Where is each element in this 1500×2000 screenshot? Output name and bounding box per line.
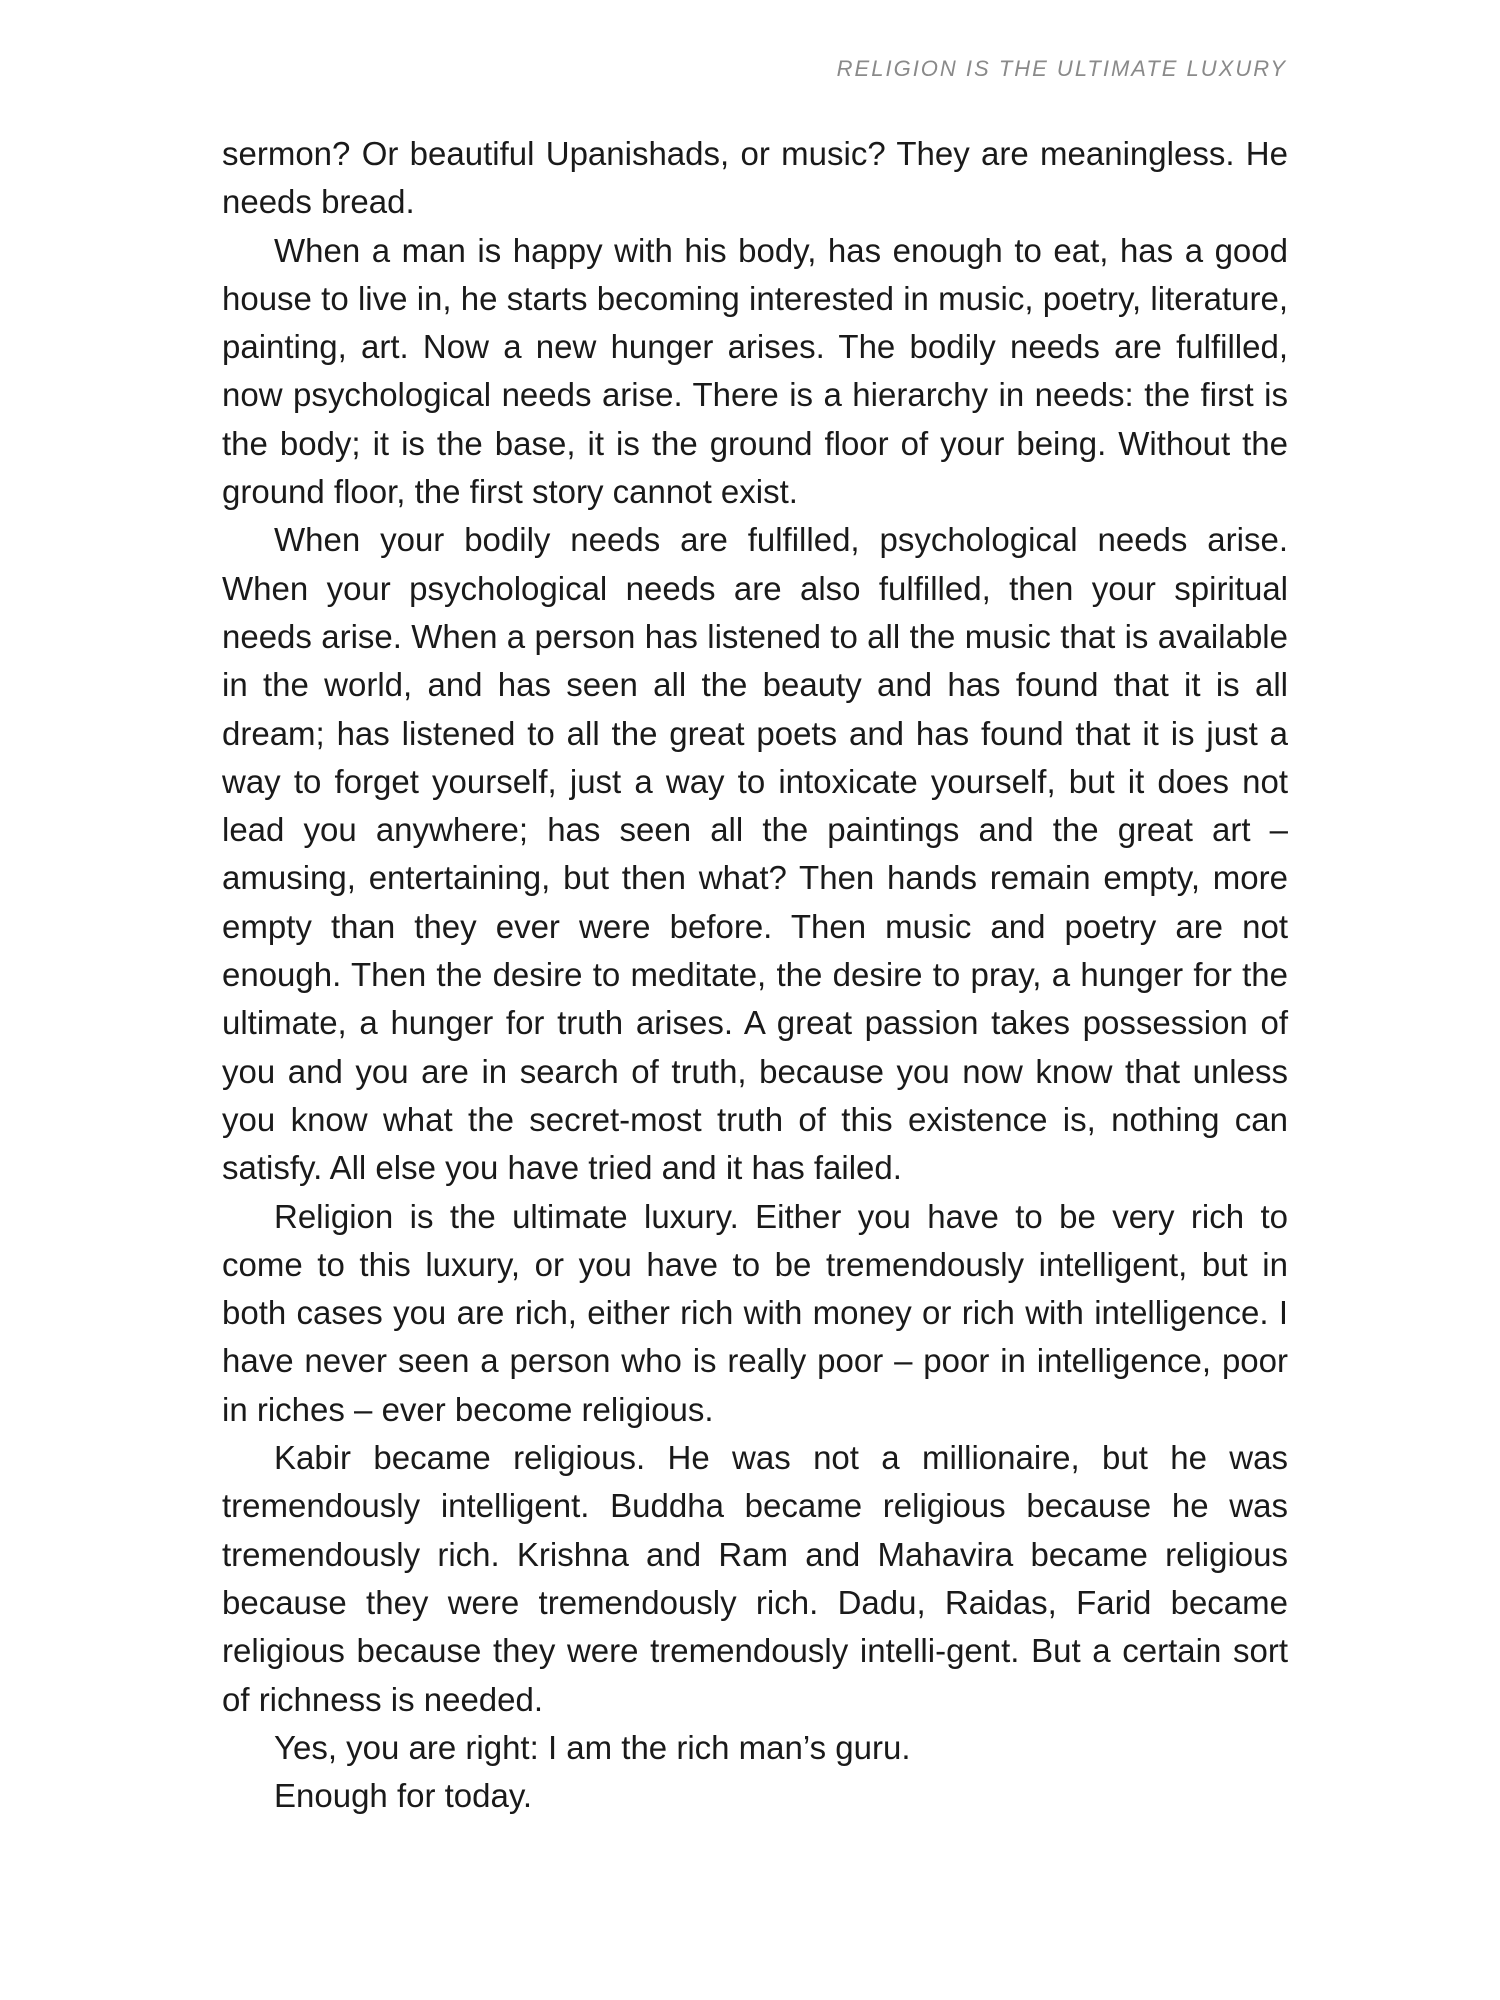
paragraph-closing: Enough for today. — [274, 1777, 533, 1815]
paragraph-ultimate-luxury: Religion is the ultimate luxury. Either you have to be very rich to come to this luxury, or you have to be tremendously intelligent, but in both cases you are rich, either rich with money or rich with intelligence. I have never seen a person who is really poor – poor in intelligence, poor in riches – ever become religious. — [222, 1197, 1288, 1428]
running-header: RELIGION IS THE ULTIMATE LUXURY — [836, 56, 1287, 81]
paragraph-rich-mans-guru: Yes, you are right: I am the rich man’s guru. — [274, 1728, 911, 1766]
paragraph-continuation: sermon? Or beautiful Upanishads, or music? They are meaningless. He needs bread. — [222, 135, 1288, 221]
body-text — [222, 130, 1288, 1820]
paragraph-hunger-arises: When a man is happy with his body, has enough to eat, has a good house to live in, he starts becoming interested in music, poetry, literature, painting, art. Now a new hunger arises. The bodily needs are fulfilled, now psychological needs arise. There is a hierarchy in needs: the first is the body; it is the base, it is the ground floor of your being. Without the ground floor, the first story cannot exist. — [222, 231, 1288, 511]
paragraph-spiritual-needs: When your bodily needs are fulfilled, psychological needs arise. When your psychological needs are also fulfilled, then your spiritual needs arise. When a person has listened to all the music that is available in the world, and has seen all the beauty and has found that it is all dream; has listened to all the great poets and has found that it is just a way to forget yourself, just a way to intoxicate yourself, but it does not lead you anywhere; has seen all the paintings and the great art – amusing, entertaining, but then what? Then hands remain empty, more empty than they ever were before. Then music and poetry are not enough. Then the desire to meditate, the desire to pray, a hunger for the ultimate, a hunger for truth arises. A great passion takes possession of you and you are in search of truth, because you now know that unless you know what the secret-most truth of this existence is, nothing can satisfy. All else you have tried and it has failed. — [222, 521, 1288, 1187]
paragraph-examples: Kabir became religious. He was not a millionaire, but he was tremendously intelligent. Buddha became religious because he was tremendously rich. Krishna and Ram and Mahavira became religious because they were tremendously rich. Dadu, Raidas, Farid became religious because they were tremendously intelli-gent. But a certain sort of richness is needed. — [222, 1439, 1288, 1718]
